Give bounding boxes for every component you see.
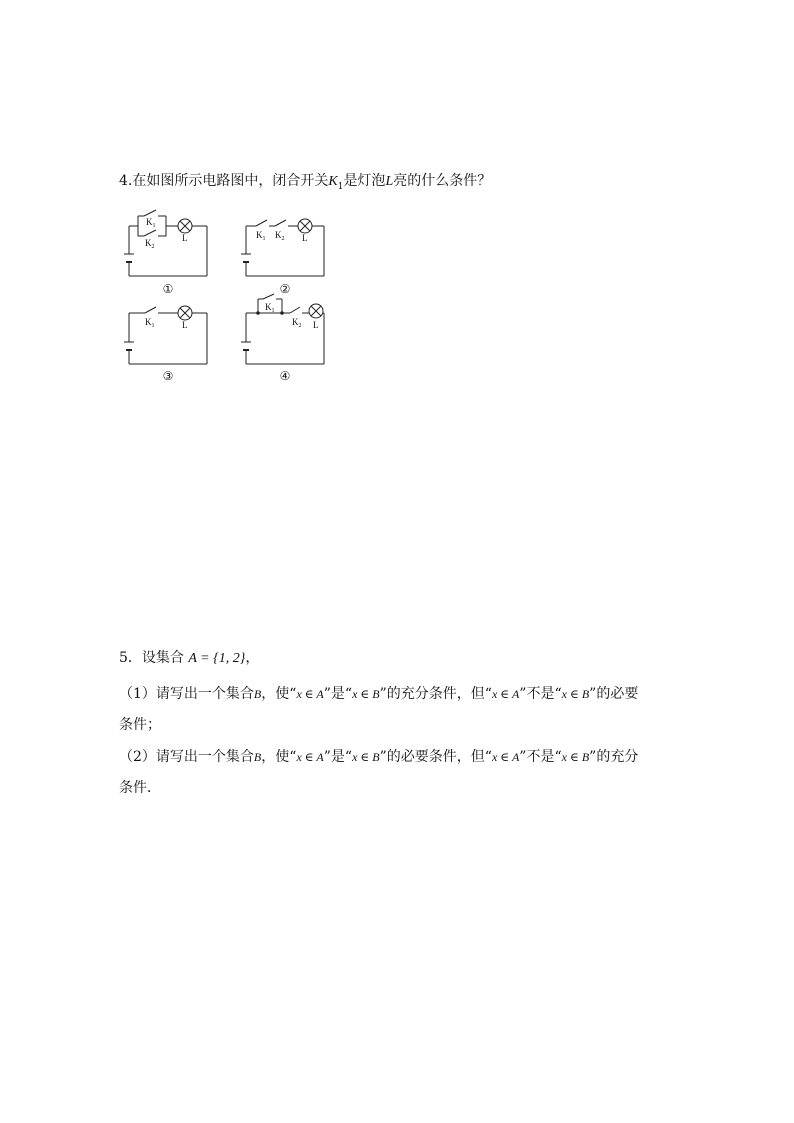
question-number: 4. [119,173,133,189]
svg-text:L: L [313,320,319,330]
circuit-2 [241,219,324,276]
question-5-part-2: （2）请写出一个集合B，使“x ∈ A”是“x ∈ B”的必要条件，但“x ∈ A”不是“x ∈ B”的充分 [119,749,639,765]
switch-k1-icon [256,220,267,226]
question-5-part-1: （1）请写出一个集合B，使“x ∈ A”是“x ∈ B”的充分条件，但“x ∈ A”不是“x ∈ B”的必要 [119,686,639,702]
circuit-3 [124,306,207,364]
svg-text:K2: $K_2$ [275,230,285,242]
circuit-1 [124,210,207,276]
question-5-stem: 5．设集合 A = {1, 2}， [119,650,260,666]
svg-text:K1: $K_1$ [256,230,266,242]
circuit-4 [241,294,324,364]
svg-text:L: L [182,233,188,243]
question-5-part-2-line-2: 条件． [119,780,161,796]
svg-text:L: L [182,320,188,330]
caption-4: ④ [279,369,291,383]
svg-text:K2: $K_2$ [145,238,155,250]
caption-3: ③ [162,369,174,383]
question-5-part-1-line-2: 条件； [119,717,161,733]
caption-1: ① [162,282,174,296]
switch-k2-icon [144,230,156,236]
switch-k1-icon [144,210,156,216]
question-4-text: 4.在如图所示电路图中，闭合开关$K_1$是灯泡L亮的什么条件？ [119,173,492,192]
svg-text:K2: $K_2$ [292,317,302,329]
switch-k2-icon [275,220,286,226]
svg-text:L: L [302,233,308,243]
switch-k1-icon [263,294,274,299]
caption-2: ② [279,282,291,296]
switch-k1-icon [145,307,156,313]
set-expression: A = {1, 2} [188,651,246,666]
svg-text:K1: $K_1$ [146,217,156,229]
svg-text:K1: $K_1$ [265,302,275,314]
svg-text:K1: $K_1$ [145,317,155,329]
switch-k2-icon [290,307,300,313]
